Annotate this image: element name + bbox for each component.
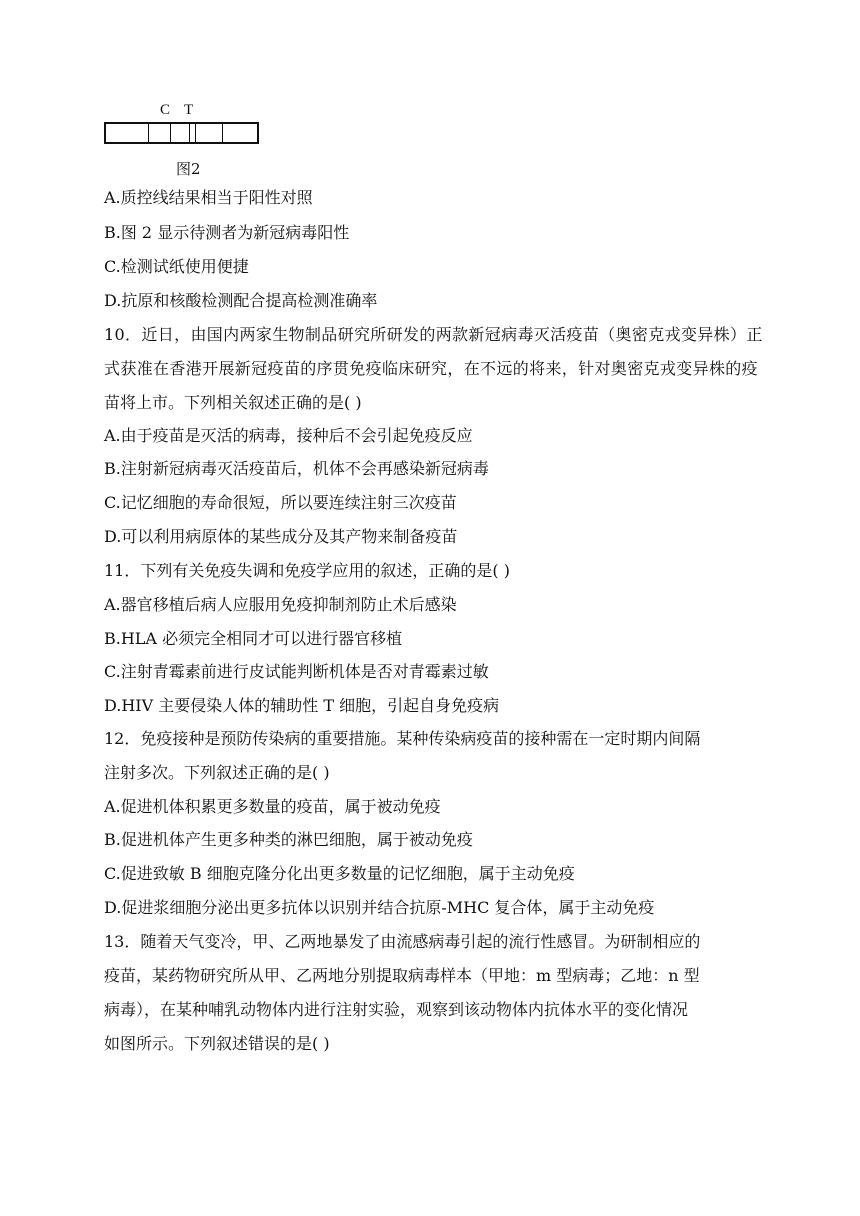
- option-line: A.促进机体积累更多数量的疫苗，属于被动免疫: [104, 797, 441, 816]
- test-line: [189, 124, 190, 142]
- question-line: 10．近日，由国内两家生物制品研究所研发的两款新冠病毒灭活疫苗（奥密克戎变异株）正: [104, 325, 763, 344]
- option-line: A.器官移植后病人应服用免疫抑制剂防止术后感染: [104, 595, 457, 614]
- figure-caption: 图2: [176, 160, 201, 178]
- control-line-label: C: [160, 102, 171, 118]
- option-line: B.促进机体产生更多种类的淋巴细胞，属于被动免疫: [104, 830, 473, 849]
- option-line: A.质控线结果相当于阳性对照: [104, 188, 313, 207]
- question-line: 12．免疫接种是预防传染病的重要措施。某种传染病疫苗的接种需在一定时期内间隔: [104, 729, 701, 748]
- test-line-label: T: [184, 102, 194, 118]
- option-line: C.记忆细胞的寿命很短，所以要连续注射三次疫苗: [104, 493, 457, 512]
- control-line: [170, 124, 171, 142]
- test-strip: [104, 122, 259, 144]
- strip-divider: [222, 124, 223, 142]
- option-line: D.可以利用病原体的某些成分及其产物来制备疫苗: [104, 527, 458, 546]
- option-line: B.图 2 显示待测者为新冠病毒阳性: [104, 223, 350, 242]
- question-line: 13．随着天气变冷，甲、乙两地暴发了由流感病毒引起的流行性感冒。为研制相应的: [104, 932, 701, 951]
- question-line: 注射多次。下列叙述正确的是( ): [104, 763, 330, 782]
- question-line: 疫苗，某药物研究所从甲、乙两地分别提取病毒样本（甲地：m 型病毒；乙地：n 型: [104, 966, 700, 985]
- question-line: 11．下列有关免疫失调和免疫学应用的叙述，正确的是( ): [104, 561, 510, 580]
- option-line: B.注射新冠病毒灭活疫苗后，机体不会再感染新冠病毒: [104, 459, 489, 478]
- option-line: C.促进致敏 B 细胞克隆分化出更多数量的记忆细胞，属于主动免疫: [104, 864, 575, 883]
- option-line: C.检测试纸使用便捷: [104, 257, 249, 276]
- option-line: D.促进浆细胞分泌出更多抗体以识别并结合抗原-MHC 复合体，属于主动免疫: [104, 898, 655, 917]
- test-strip-figure: [104, 100, 264, 180]
- question-line: 病毒），在某种哺乳动物体内进行注射实验，观察到该动物体内抗体水平的变化情况: [104, 1000, 689, 1019]
- option-line: D.HIV 主要侵染人体的辅助性 T 细胞，引起自身免疫病: [104, 696, 500, 715]
- option-line: D.抗原和核酸检测配合提高检测准确率: [104, 291, 378, 310]
- question-line: 苗将上市。下列相关叙述正确的是( ): [104, 393, 362, 412]
- test-line: [195, 124, 196, 142]
- option-line: A.由于疫苗是灭活的病毒，接种后不会引起免疫反应: [104, 426, 473, 445]
- question-line: 式获准在香港开展新冠疫苗的序贯免疫临床研究，在不远的将来，针对奥密克戎变异株的疫: [104, 359, 759, 378]
- question-line: 如图所示。下列叙述错误的是( ): [104, 1034, 330, 1053]
- option-line: C.注射青霉素前进行皮试能判断机体是否对青霉素过敏: [104, 662, 489, 681]
- strip-divider: [148, 124, 149, 142]
- option-line: B.HLA 必须完全相同才可以进行器官移植: [104, 629, 403, 648]
